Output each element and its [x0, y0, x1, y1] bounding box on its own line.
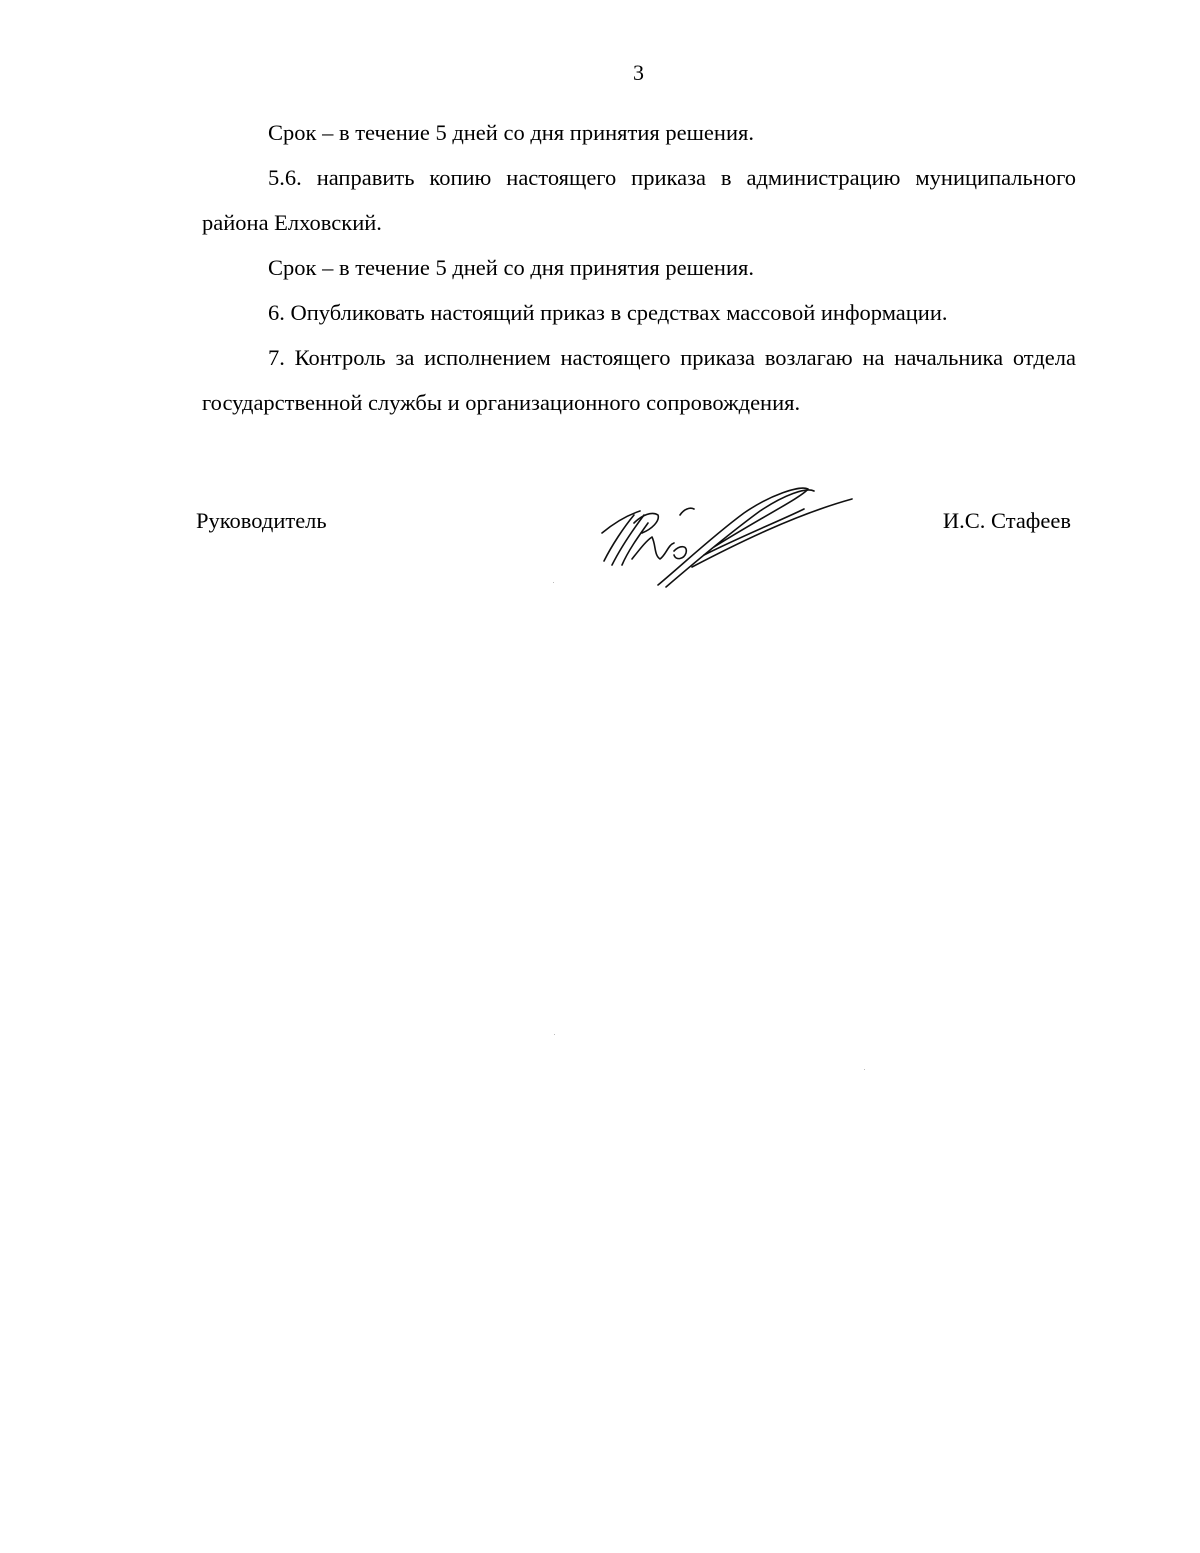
signatory-position: Руководитель: [196, 508, 327, 533]
paragraph-item-7: 7. Контроль за исполнением настоящего приказа возлагаю на начальника отдела государственной службы и организационного сопровождения.: [202, 345, 1076, 415]
paragraph-item-5-6: 5.6. направить копию настоящего приказа в администрацию муниципального района Елховский.: [202, 165, 1076, 235]
document-body: [202, 110, 1076, 425]
scan-speck: [864, 1069, 865, 1070]
signature-block: [196, 500, 1071, 600]
handwritten-signature: [594, 475, 854, 595]
paragraph-item-6: 6. Опубликовать настоящий приказ в средствах массовой информации.: [268, 300, 948, 325]
paragraph-deadline-1: Срок – в течение 5 дней со дня принятия решения.: [268, 120, 754, 145]
signatory-name: И.С. Стафеев: [942, 508, 1071, 533]
paragraph-deadline-2: Срок – в течение 5 дней со дня принятия решения.: [268, 255, 754, 280]
scan-speck: [553, 582, 554, 583]
scan-speck: [554, 1034, 555, 1035]
page-number: 3: [633, 60, 644, 85]
